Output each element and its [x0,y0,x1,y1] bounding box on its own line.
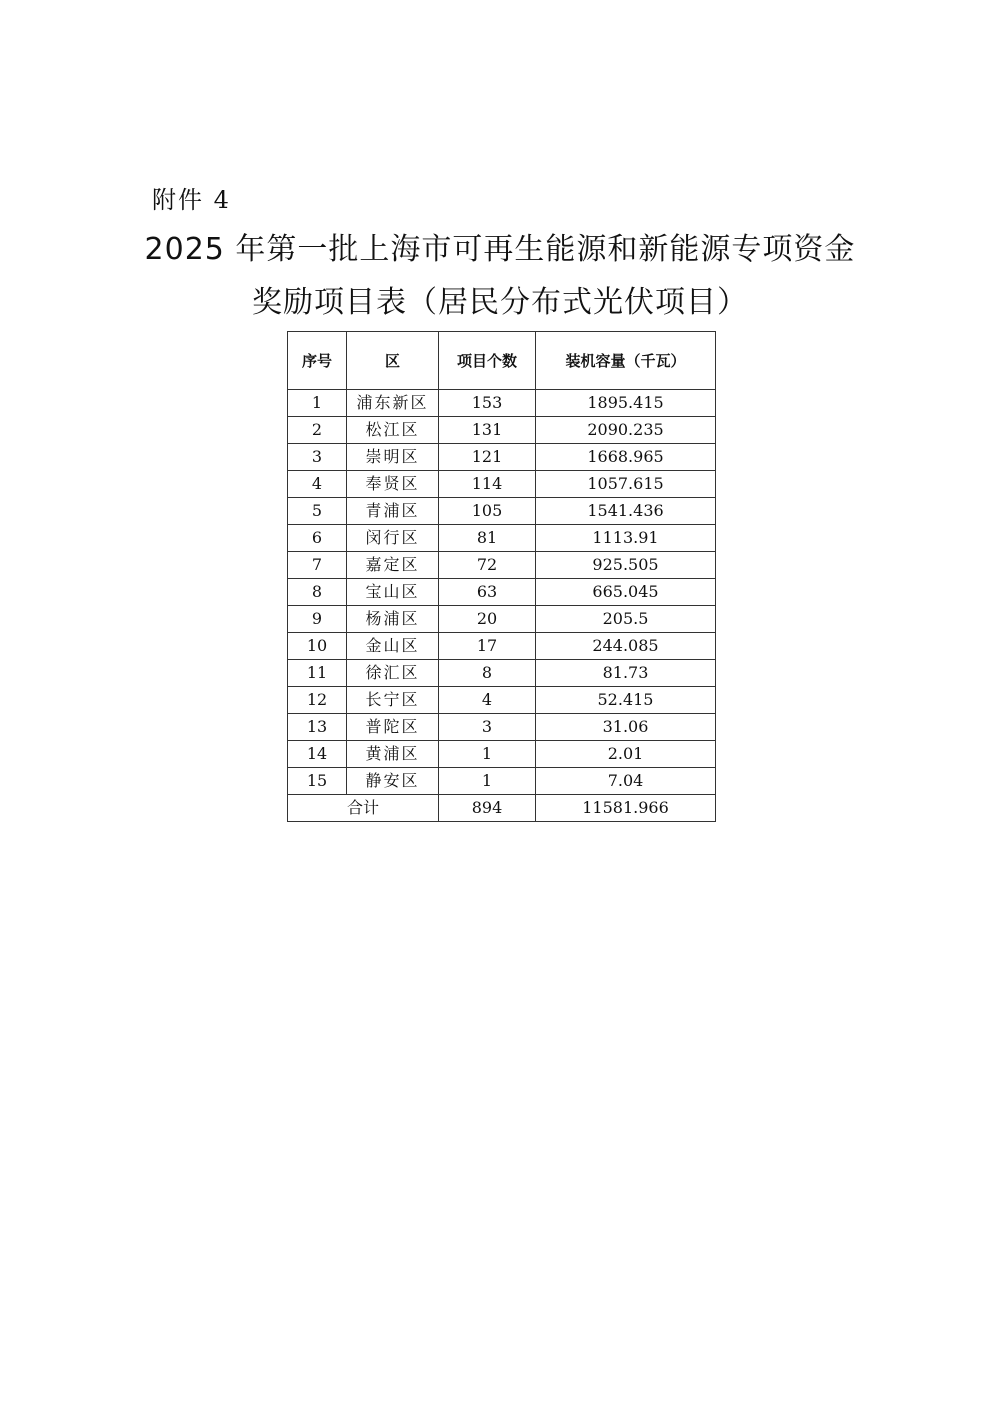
row-district: 静安区 [347,768,439,795]
row-project-count: 1 [439,741,536,768]
row-capacity: 2090.235 [536,417,716,444]
row-project-count: 121 [439,444,536,471]
row-capacity: 1668.965 [536,444,716,471]
row-district: 徐汇区 [347,660,439,687]
row-capacity: 7.04 [536,768,716,795]
table-row [288,768,716,795]
row-capacity: 52.415 [536,687,716,714]
table-row [288,417,716,444]
row-project-count: 153 [439,390,536,417]
row-project-count: 3 [439,714,536,741]
document-title-line2: 奖励项目表（居民分布式光伏项目） [252,285,748,320]
table-row [288,606,716,633]
row-project-count: 1 [439,768,536,795]
row-capacity: 2.01 [536,741,716,768]
table-row [288,498,716,525]
row-index: 6 [288,525,347,552]
row-project-count: 81 [439,525,536,552]
row-capacity: 81.73 [536,660,716,687]
row-district: 长宁区 [347,687,439,714]
header-district: 区 [347,332,439,390]
document-title-line1: 2025 年第一批上海市可再生能源和新能源专项资金 [144,232,856,267]
table-total-row [288,795,716,822]
table-row [288,471,716,498]
header-index: 序号 [288,332,347,390]
table-row [288,660,716,687]
row-index: 3 [288,444,347,471]
table-row [288,552,716,579]
row-capacity: 665.045 [536,579,716,606]
row-capacity: 1895.415 [536,390,716,417]
row-project-count: 17 [439,633,536,660]
header-capacity: 装机容量（千瓦） [536,332,716,390]
row-index: 15 [288,768,347,795]
row-index: 2 [288,417,347,444]
row-project-count: 20 [439,606,536,633]
row-district: 杨浦区 [347,606,439,633]
header-project-count: 项目个数 [439,332,536,390]
row-index: 13 [288,714,347,741]
row-index: 14 [288,741,347,768]
row-index: 12 [288,687,347,714]
row-district: 浦东新区 [347,390,439,417]
table-row [288,525,716,552]
row-project-count: 8 [439,660,536,687]
table-row [288,390,716,417]
row-district: 青浦区 [347,498,439,525]
row-index: 11 [288,660,347,687]
row-project-count: 131 [439,417,536,444]
row-index: 5 [288,498,347,525]
table-row [288,633,716,660]
row-index: 7 [288,552,347,579]
table-row [288,579,716,606]
row-district: 黄浦区 [347,741,439,768]
row-capacity: 925.505 [536,552,716,579]
table-row [288,741,716,768]
row-project-count: 105 [439,498,536,525]
row-capacity: 1057.615 [536,471,716,498]
row-district: 闵行区 [347,525,439,552]
row-project-count: 63 [439,579,536,606]
row-project-count: 4 [439,687,536,714]
row-district: 松江区 [347,417,439,444]
table-row [288,687,716,714]
row-project-count: 72 [439,552,536,579]
award-projects-table [287,331,716,822]
row-district: 宝山区 [347,579,439,606]
row-district: 奉贤区 [347,471,439,498]
row-index: 1 [288,390,347,417]
row-capacity: 244.085 [536,633,716,660]
attachment-label: 附件 4 [152,186,231,214]
row-district: 崇明区 [347,444,439,471]
row-capacity: 31.06 [536,714,716,741]
total-project-count: 894 [439,795,536,822]
row-index: 10 [288,633,347,660]
table-header-row [288,332,716,390]
row-district: 嘉定区 [347,552,439,579]
row-index: 4 [288,471,347,498]
row-index: 8 [288,579,347,606]
row-capacity: 205.5 [536,606,716,633]
total-capacity: 11581.966 [536,795,716,822]
table-row [288,444,716,471]
table-body [288,390,716,795]
total-label: 合计 [288,795,439,822]
row-capacity: 1541.436 [536,498,716,525]
row-capacity: 1113.91 [536,525,716,552]
table-row [288,714,716,741]
row-district: 普陀区 [347,714,439,741]
row-district: 金山区 [347,633,439,660]
row-project-count: 114 [439,471,536,498]
row-index: 9 [288,606,347,633]
